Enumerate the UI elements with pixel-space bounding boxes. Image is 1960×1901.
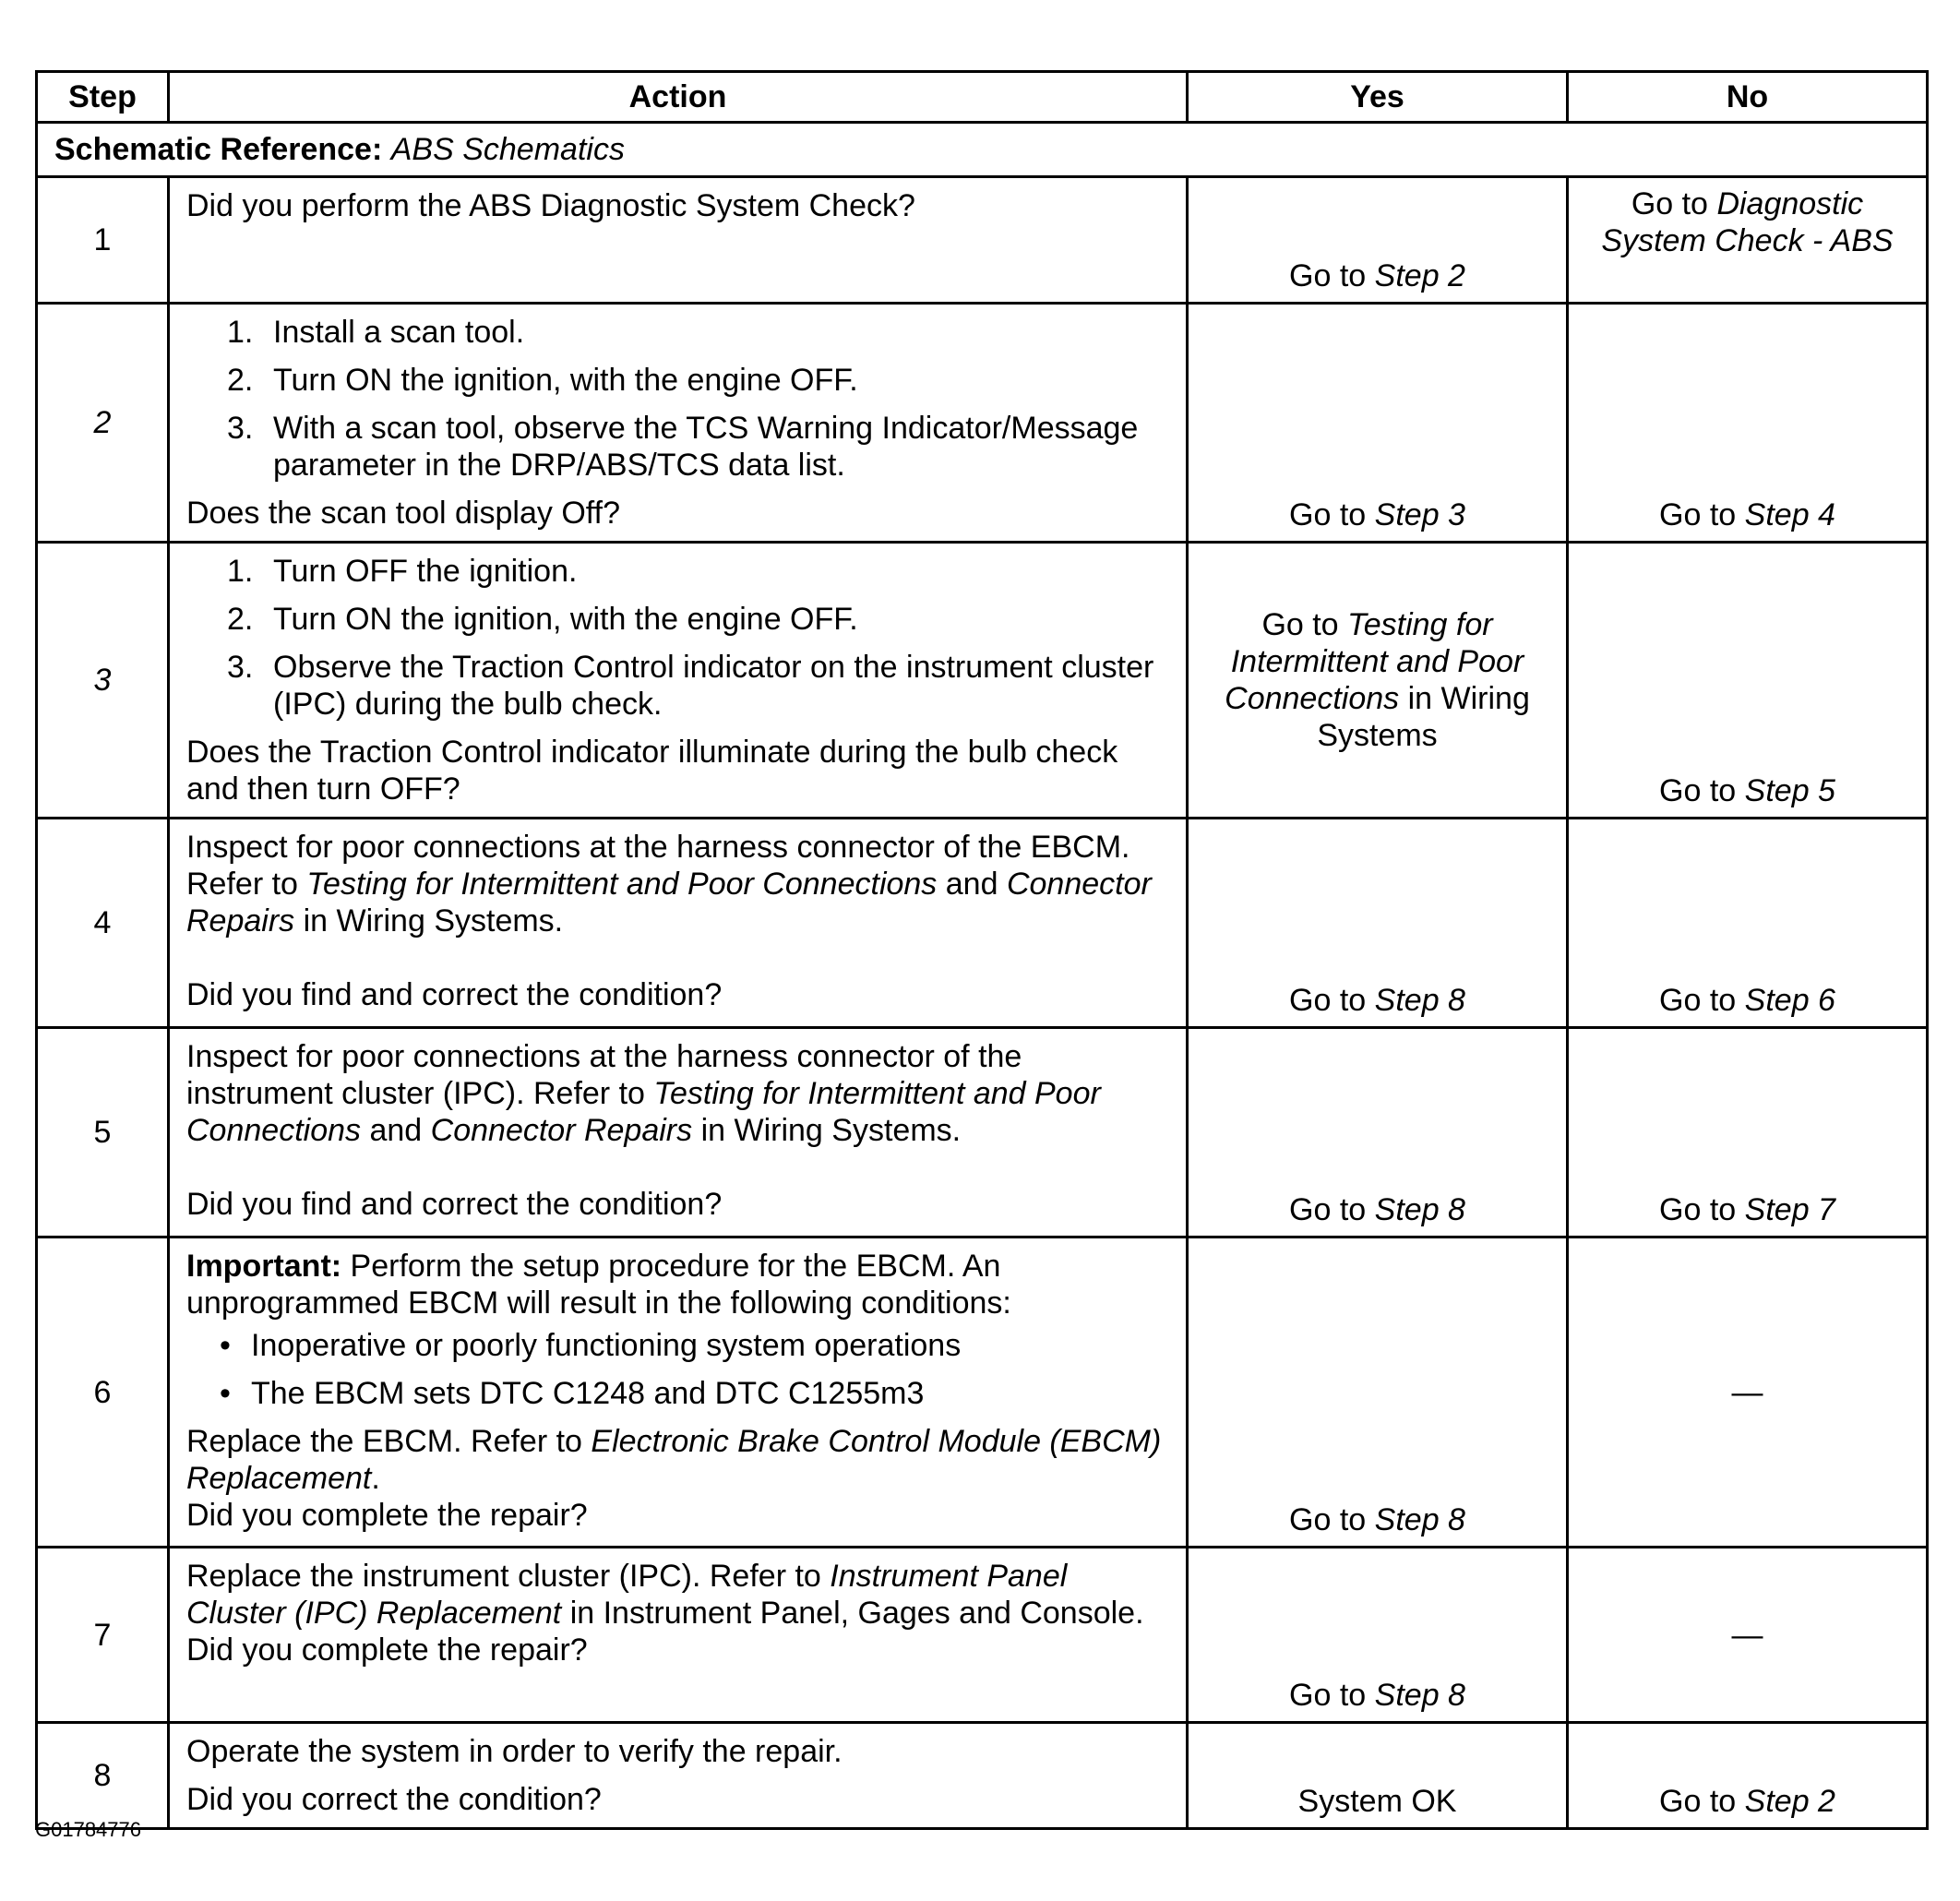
table-row	[37, 177, 1928, 304]
link-suffix: in Wiring Systems	[1317, 681, 1530, 753]
no-cell	[1568, 1548, 1928, 1723]
instruction-text: Inspect for poor connections at the harness connector of the instrument cluster (IPC). Refer to Testing for Intermittent and Poor Connections and Connector Repairs in Wiring Systems.	[186, 1039, 1101, 1148]
table-row	[37, 1237, 1928, 1548]
yes-cell	[1188, 1723, 1568, 1829]
go-to-prefix: Go to	[1659, 497, 1737, 532]
table-row	[37, 1723, 1928, 1829]
list-item: 1. Turn OFF the ignition.	[227, 554, 578, 589]
go-to-prefix: Go to	[1289, 497, 1367, 532]
question-text: Does the Traction Control indicator illuminate during the bulb check and then turn OFF?	[186, 735, 1118, 807]
step-link[interactable]: Step 3	[1374, 497, 1465, 532]
table-row	[37, 1028, 1928, 1237]
system-ok-text: System OK	[1297, 1784, 1457, 1819]
header-yes: Yes	[1188, 72, 1568, 123]
step-number: 4	[37, 819, 169, 1028]
step-link[interactable]: Step 8	[1374, 1678, 1465, 1713]
diagnostic-table	[35, 70, 1929, 1830]
step-link[interactable]: Step 5	[1744, 773, 1835, 808]
table-row	[37, 1548, 1928, 1723]
action-cell	[169, 1237, 1188, 1548]
step-link[interactable]: Step 2	[1744, 1784, 1835, 1819]
procedure-link[interactable]: Testing for Intermittent and Poor Connections	[186, 1076, 1101, 1148]
question-text: Did you find and correct the condition?	[186, 977, 723, 1012]
action-cell	[169, 819, 1188, 1028]
table-row	[37, 543, 1928, 819]
yes-cell	[1188, 304, 1568, 543]
list-item: 3. Observe the Traction Control indicator on the instrument cluster (IPC) during the bulb check.	[227, 650, 1154, 722]
go-to-prefix: Go to	[1659, 983, 1737, 1018]
no-cell	[1568, 304, 1928, 543]
no-cell	[1568, 543, 1928, 819]
no-cell	[1568, 1237, 1928, 1548]
yes-cell	[1188, 1237, 1568, 1548]
step-number: 7	[37, 1548, 169, 1723]
list-item: 2. Turn ON the ignition, with the engine OFF.	[227, 363, 858, 398]
procedure-link[interactable]: Testing for Intermittent and Poor Connections	[1225, 607, 1524, 716]
procedure-link[interactable]: Instrument Panel Cluster (IPC) Replacement	[186, 1559, 1068, 1631]
list-item: 2. Turn ON the ignition, with the engine OFF.	[227, 602, 858, 637]
question-text: Did you complete the repair?	[186, 1632, 588, 1668]
no-cell	[1568, 819, 1928, 1028]
important-note: Important: Perform the setup procedure for the EBCM. An unprogrammed EBCM will result in the following conditions:	[186, 1249, 1011, 1321]
step-link[interactable]: Step 8	[1374, 983, 1465, 1018]
yes-cell	[1188, 1548, 1568, 1723]
schematic-reference	[37, 123, 1928, 177]
schematic-row	[37, 123, 1928, 177]
instruction-list	[186, 314, 1169, 484]
header-row	[37, 72, 1928, 123]
schematic-label: Schematic Reference:	[54, 132, 383, 167]
step-number: 3	[37, 543, 169, 819]
header-action: Action	[169, 72, 1188, 123]
instruction-text: Inspect for poor connections at the harness connector of the EBCM. Refer to Testing for Intermittent and Poor Connections and Connector Repairs in Wiring Systems.	[186, 830, 1152, 939]
figure-id: G01784776	[35, 1818, 141, 1841]
question-text: Did you find and correct the condition?	[186, 1187, 723, 1222]
question-text: Does the scan tool display Off?	[186, 496, 620, 531]
schematic-link[interactable]: ABS Schematics	[390, 132, 625, 167]
procedure-link[interactable]: Electronic Brake Control Module (EBCM) Replacement	[186, 1424, 1162, 1496]
go-to-prefix: Go to	[1261, 607, 1339, 642]
no-action-dash: —	[1731, 1374, 1763, 1410]
go-to-prefix: Go to	[1631, 186, 1708, 221]
condition-list	[186, 1327, 1169, 1412]
procedure-link[interactable]: Diagnostic System Check - ABS	[1601, 186, 1894, 258]
no-cell	[1568, 1028, 1928, 1237]
instruction-text: Replace the instrument cluster (IPC). Refer to Instrument Panel Cluster (IPC) Replacement in Instrument Panel, Gages and Console.	[186, 1559, 1144, 1631]
header-no: No	[1568, 72, 1928, 123]
go-to-prefix: Go to	[1289, 258, 1367, 293]
table-row	[37, 304, 1928, 543]
header-step: Step	[37, 72, 169, 123]
go-to-prefix: Go to	[1659, 1784, 1737, 1819]
important-label: Important:	[186, 1249, 342, 1284]
go-to-prefix: Go to	[1659, 773, 1737, 808]
no-cell	[1568, 1723, 1928, 1829]
yes-cell	[1188, 819, 1568, 1028]
instruction-text: Replace the EBCM. Refer to Electronic Brake Control Module (EBCM) Replacement.	[186, 1424, 1162, 1496]
go-to-prefix: Go to	[1289, 1678, 1367, 1713]
no-action-dash: —	[1731, 1617, 1763, 1653]
instruction-text: Operate the system in order to verify the repair.	[186, 1734, 843, 1769]
table-row	[37, 819, 1928, 1028]
list-item: • The EBCM sets DTC C1248 and DTC C1255m3	[220, 1376, 925, 1411]
procedure-link[interactable]: Connector Repairs	[186, 867, 1152, 939]
go-to-prefix: Go to	[1659, 1192, 1737, 1227]
step-number: 8	[37, 1723, 169, 1829]
action-cell	[169, 1548, 1188, 1723]
step-number: 1	[37, 177, 169, 304]
step-link[interactable]: Step 6	[1744, 983, 1835, 1018]
list-item: 1. Install a scan tool.	[227, 315, 525, 350]
action-cell	[169, 304, 1188, 543]
step-number: 6	[37, 1237, 169, 1548]
step-link[interactable]: Step 7	[1744, 1192, 1835, 1227]
question-text: Did you correct the condition?	[186, 1782, 602, 1817]
yes-cell	[1188, 1028, 1568, 1237]
action-cell	[169, 1723, 1188, 1829]
step-link[interactable]: Step 8	[1374, 1502, 1465, 1537]
no-cell	[1568, 177, 1928, 304]
step-link[interactable]: Step 2	[1374, 258, 1465, 293]
procedure-link[interactable]: Testing for Intermittent and Poor Connections	[306, 867, 938, 902]
instruction-list	[186, 553, 1169, 723]
action-cell	[169, 1028, 1188, 1237]
yes-cell	[1188, 177, 1568, 304]
yes-cell	[1188, 543, 1568, 819]
step-number: 2	[37, 304, 169, 543]
go-to-prefix: Go to	[1289, 1192, 1367, 1227]
go-to-prefix: Go to	[1289, 983, 1367, 1018]
question-text: Did you complete the repair?	[186, 1498, 588, 1533]
go-to-prefix: Go to	[1289, 1502, 1367, 1537]
action-cell	[169, 177, 1188, 304]
step-link[interactable]: Step 4	[1744, 497, 1835, 532]
question-text: Did you perform the ABS Diagnostic System Check?	[186, 188, 915, 223]
step-link[interactable]: Step 8	[1374, 1192, 1465, 1227]
action-cell	[169, 543, 1188, 819]
procedure-link[interactable]: Connector Repairs	[430, 1113, 693, 1148]
step-number: 5	[37, 1028, 169, 1237]
list-item: 3. With a scan tool, observe the TCS Warning Indicator/Message parameter in the DRP/ABS/TCS data list.	[227, 411, 1139, 483]
list-item: • Inoperative or poorly functioning system operations	[220, 1328, 962, 1363]
